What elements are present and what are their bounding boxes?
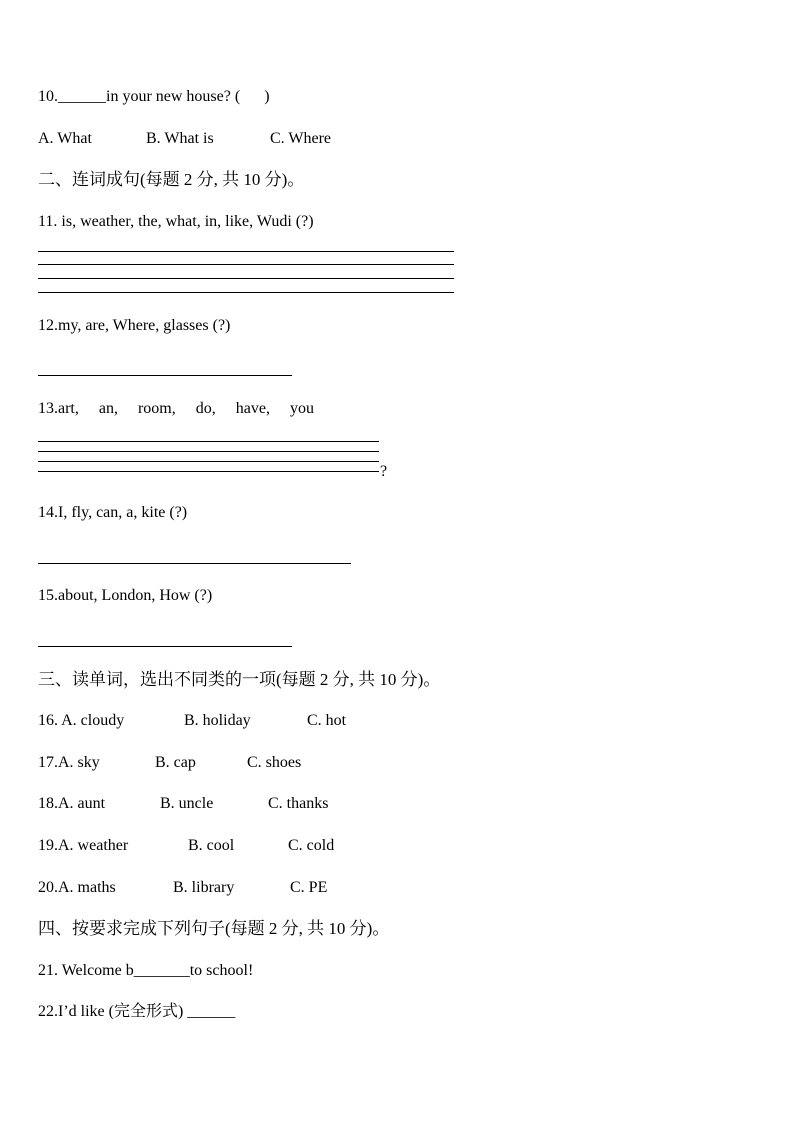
q18-option-a: 18.A. aunt <box>38 795 106 812</box>
section-2-heading: 二、连词成句(每题 2 分, 共 10 分)。 <box>38 170 305 189</box>
q17-option-a: 17.A. sky <box>38 754 100 771</box>
q10-option-c: C. Where <box>270 130 332 147</box>
answer-line <box>38 563 351 564</box>
q16-option-a: 16. A. cloudy <box>38 712 125 729</box>
answer-line <box>38 375 292 376</box>
q19-option-c: C. cold <box>288 837 335 854</box>
question-13-end-mark: ? <box>380 463 388 480</box>
answer-line <box>38 251 454 252</box>
q16-option-c: C. hot <box>307 712 347 729</box>
answer-line <box>38 646 292 647</box>
question-11: 11. is, weather, the, what, in, like, Wudi (?) <box>38 213 314 230</box>
question-10: 10.______in your new house? ( ) <box>38 88 270 105</box>
q16-option-b: B. holiday <box>184 712 251 729</box>
answer-line <box>38 441 379 442</box>
q10-option-a: A. What <box>38 130 92 147</box>
q20-option-a: 20.A. maths <box>38 879 116 896</box>
answer-line <box>38 278 454 279</box>
q20-option-b: B. library <box>173 879 235 896</box>
q18-option-c: C. thanks <box>268 795 329 812</box>
answer-line <box>38 292 454 293</box>
question-22: 22.I’d like (完全形式) ______ <box>38 1003 236 1020</box>
section-3-heading: 三、读单词，选出不同类的一项(每题 2 分, 共 10 分)。 <box>38 670 441 689</box>
q20-option-c: C. PE <box>290 879 328 896</box>
answer-line <box>38 264 454 265</box>
answer-line <box>38 451 379 452</box>
question-21: 21. Welcome b_______to school! <box>38 962 254 979</box>
q17-option-c: C. shoes <box>247 754 302 771</box>
q19-option-a: 19.A. weather <box>38 837 129 854</box>
question-12: 12.my, are, Where, glasses (?) <box>38 317 231 334</box>
question-15: 15.about, London, How (?) <box>38 587 213 604</box>
answer-line <box>38 471 379 472</box>
question-14: 14.I, fly, can, a, kite (?) <box>38 504 188 521</box>
answer-line <box>38 461 379 462</box>
q18-option-b: B. uncle <box>160 795 214 812</box>
q17-option-b: B. cap <box>155 754 196 771</box>
q10-option-b: B. What is <box>146 130 214 147</box>
question-13: 13.art, an, room, do, have, you <box>38 400 314 417</box>
section-4-heading: 四、按要求完成下列句子(每题 2 分, 共 10 分)。 <box>38 919 390 938</box>
q19-option-b: B. cool <box>188 837 235 854</box>
